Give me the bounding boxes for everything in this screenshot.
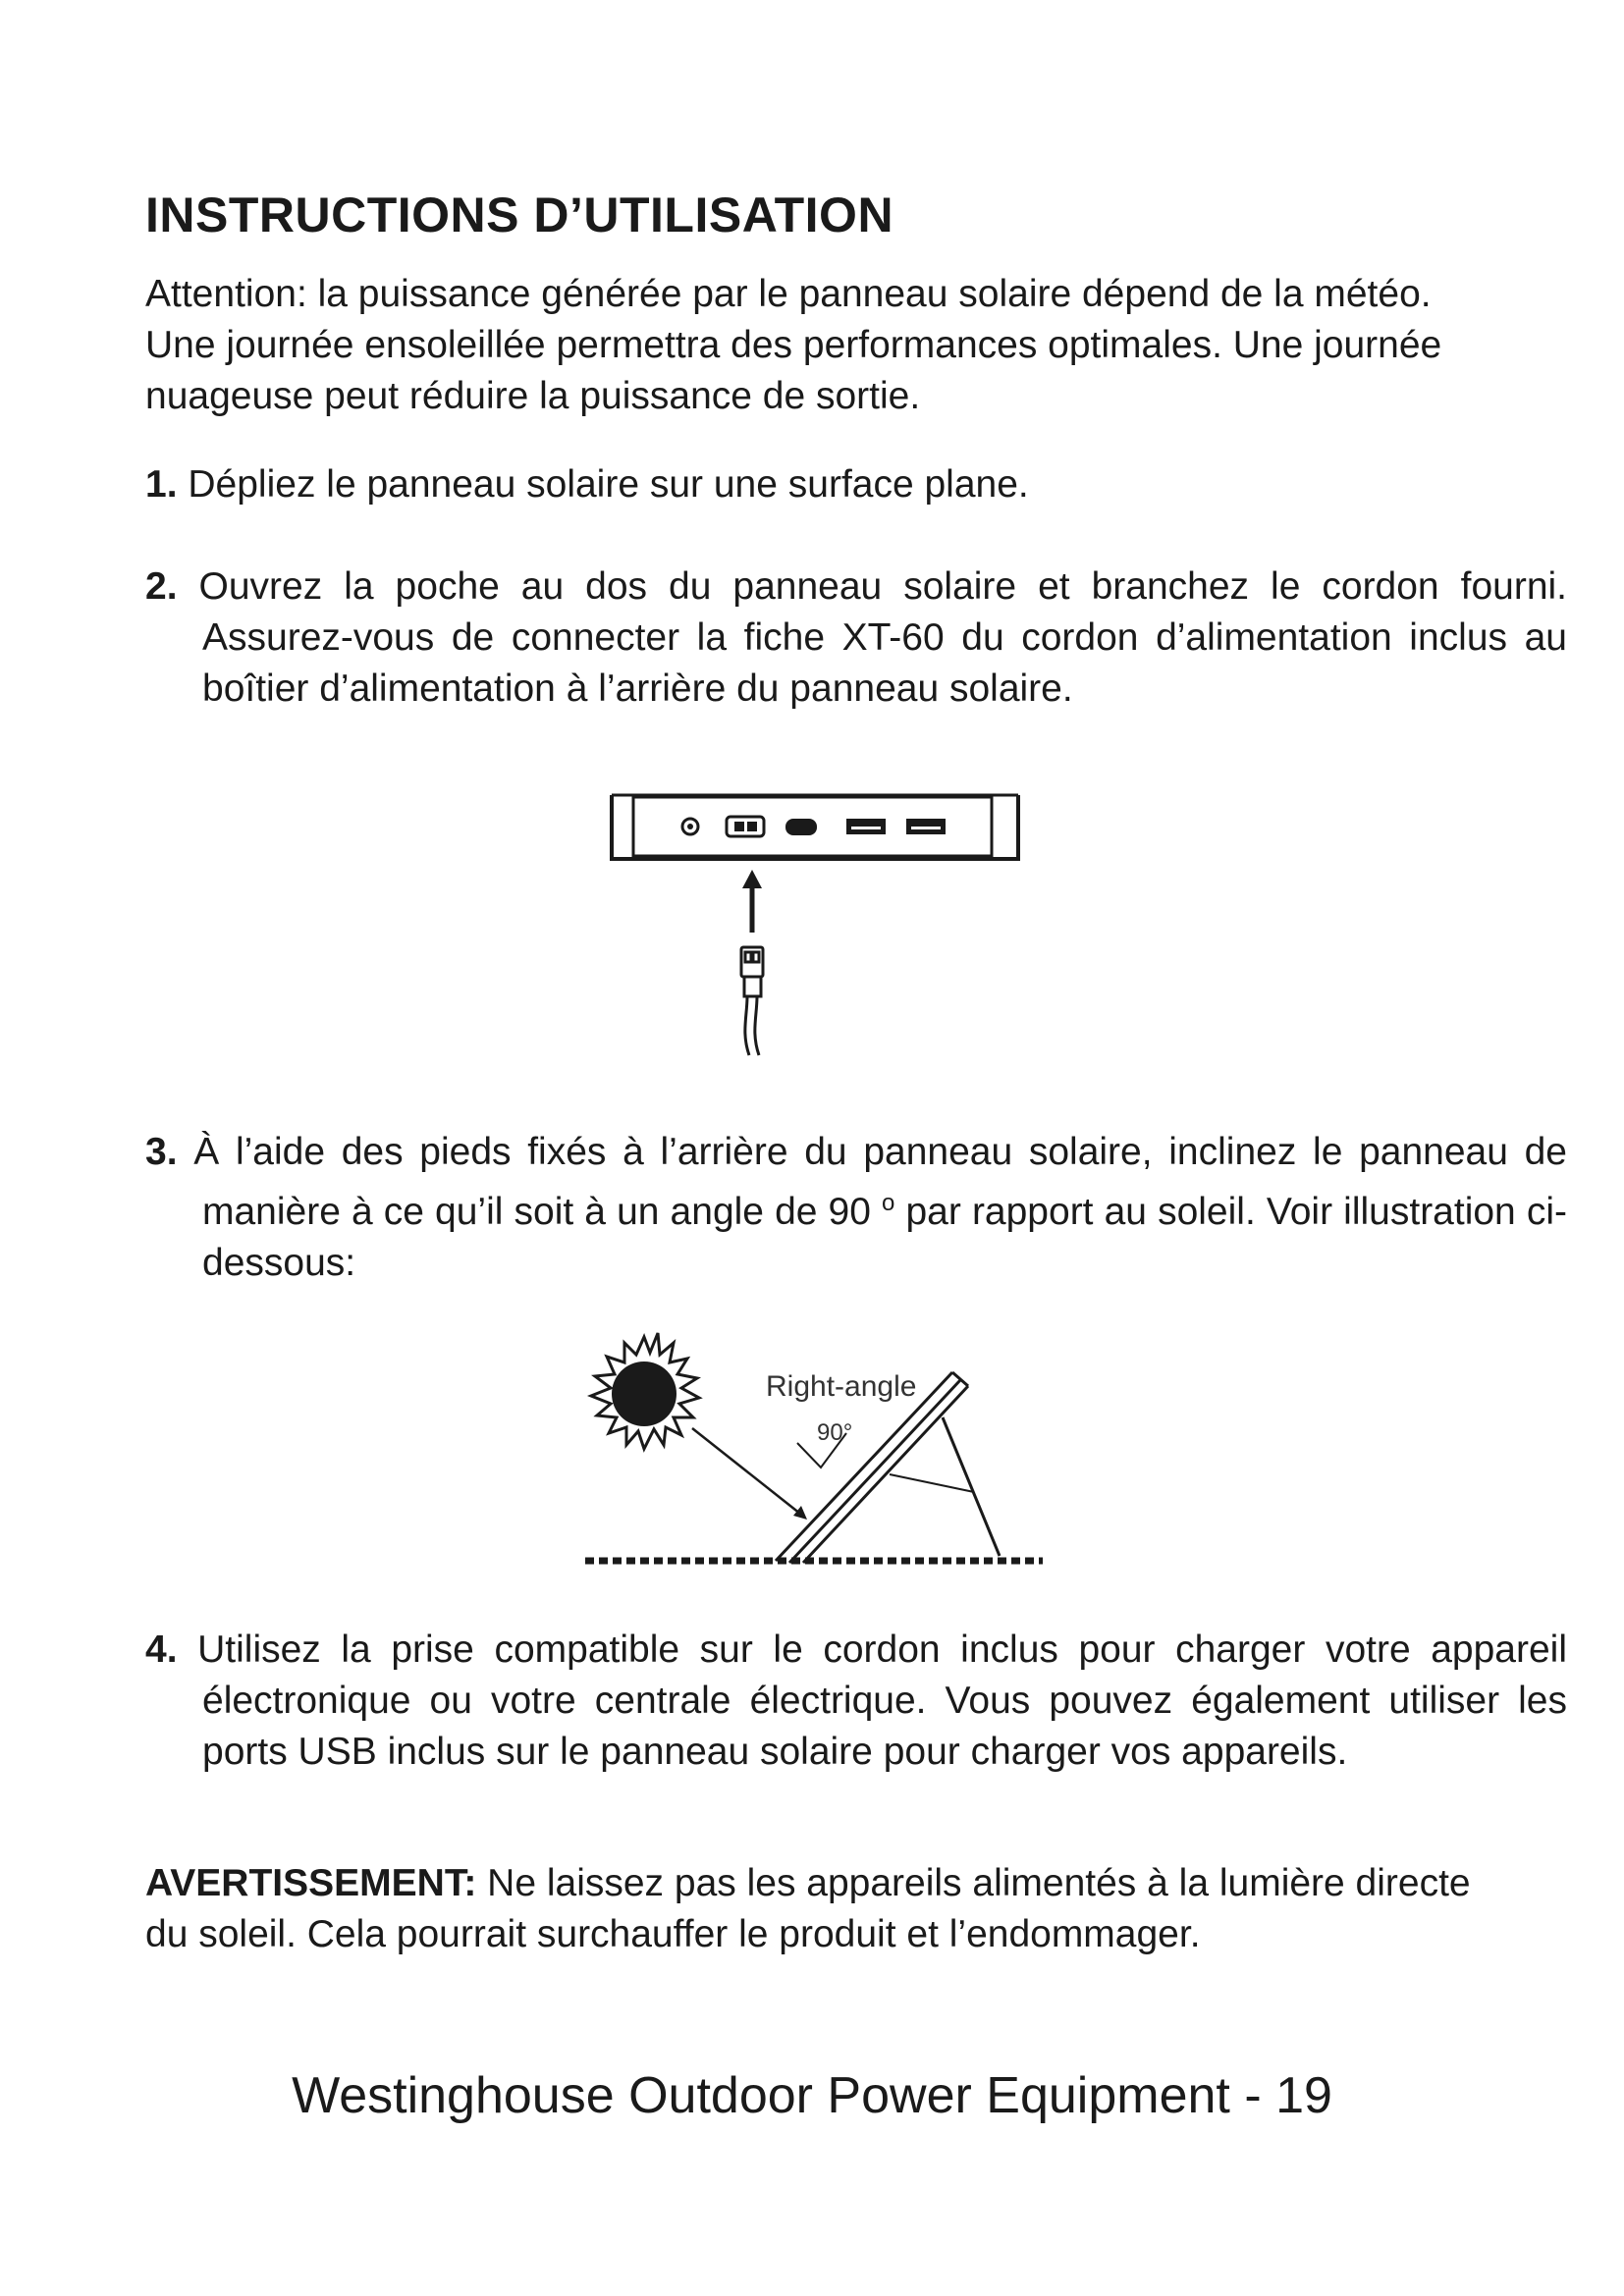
dc-port-center xyxy=(687,824,693,829)
step-text: Dépliez le panneau solaire sur une surface plane. xyxy=(188,463,1029,506)
power-box-connector-figure xyxy=(604,775,1026,1060)
step-3 xyxy=(145,1127,1567,1289)
intro-paragraph: Attention: la puissance générée par le panneau solaire dépend de la météo. Une journée ensoleillée permettra des performances optimales. Une journée nuageuse peut réduire la puissance de sortie. xyxy=(145,273,1442,417)
step-text: Utilisez la prise compatible sur le cordon inclus pour charger votre appareil électronique ou votre centrale électrique. Vous pouvez également utiliser les ports USB inclus sur le panneau solaire pour charger vos appareils. xyxy=(197,1629,1567,1773)
step-number: 4. xyxy=(145,1629,178,1671)
page-footer: Westinghouse Outdoor Power Equipment - 19 xyxy=(292,2067,1332,2124)
usb-c-port-icon xyxy=(785,819,817,835)
xt60-pin-left xyxy=(734,822,744,831)
step-text: Ouvrez la poche au dos du panneau solaire et branchez le cordon fourni. Assurez-vous de connecter la fiche XT-60 du cordon d’alimentation inclus au boîtier d’alimentation à l’arrière du panneau solaire. xyxy=(198,565,1568,710)
cable-line xyxy=(755,996,759,1055)
warning-paragraph xyxy=(145,1858,1500,1960)
sunlight-arrow-icon xyxy=(793,1506,807,1520)
page-title: INSTRUCTIONS D’UTILISATION xyxy=(145,187,894,242)
warning-text: Ne laissez pas les appareils alimentés à la lumière directe du soleil. Cela pourrait surchauffer le produit et l’endommager. xyxy=(145,1862,1471,1955)
sunlight-ray xyxy=(692,1428,800,1514)
step-4 xyxy=(145,1625,1567,1778)
usb-port-1-slot xyxy=(851,827,881,829)
cable-line xyxy=(745,996,749,1055)
usb-port-2-slot xyxy=(911,827,941,829)
step-text: par rapport au soleil. Voir illustration ci-dessous: xyxy=(202,1191,1567,1284)
angle-value-label: 90° xyxy=(817,1419,853,1446)
step-2 xyxy=(145,561,1567,715)
xt60-plug-icon xyxy=(741,947,763,996)
xt60-pin-right xyxy=(747,822,757,831)
warning-lead: AVERTISSEMENT: xyxy=(145,1862,477,1904)
xt60-port-icon xyxy=(727,817,764,836)
step-number: 1. xyxy=(145,463,178,506)
arrow-up-icon xyxy=(742,870,762,888)
kickstand-strap xyxy=(890,1474,974,1492)
sun-icon xyxy=(591,1333,699,1449)
right-angle-label: Right-angle xyxy=(766,1370,917,1403)
step-number: 3. xyxy=(145,1131,178,1173)
step-1 xyxy=(145,459,1567,510)
right-angle-panel-figure xyxy=(579,1296,1060,1590)
degree-symbol: o xyxy=(882,1190,895,1216)
step-number: 2. xyxy=(145,565,178,608)
step-text: À l’aide des pieds fixés à l’arrière du panneau solaire, inclinez le panneau de manière à ce qu’il soit à un angle de 90 xyxy=(193,1131,1567,1233)
